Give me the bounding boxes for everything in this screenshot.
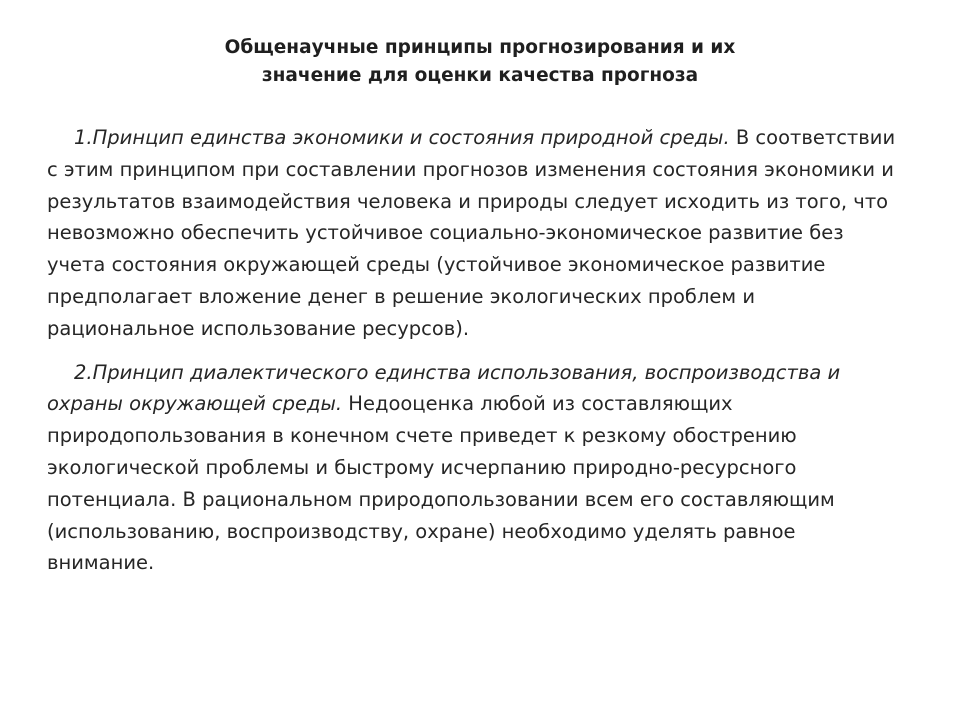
slide-title-line-2: значение для оценки качества прогноза	[261, 65, 699, 86]
principle-2-text: Недооценка любой из составляющих природопользования в конечном счете приведет к резкому обострению экологической проблемы и быстрому исчерпанию природно-ресурсного потенциала. В рациональном природопользовании всем его составляющим (использованию, воспроизводству, охране) необходимо уделять равное внимание.	[47, 392, 835, 575]
principle-1-text: В соответствии с этим принципом при составлении прогнозов изменения состояния экономики и результатов взаимодействия человека и природы следует исходить из того, что невозможно обеспечить устойчивое социально-экономическое развитие без учета состояния окружающей среды (устойчивое экономическое развитие предполагает вложение денег в решение экологических проблем и рациональное использование ресурсов).	[47, 126, 896, 340]
principle-2-paragraph	[47, 357, 905, 580]
principle-2-heading: 2.Принцип диалектического единства использования, воспроизводства и охраны окружающей среды.	[47, 360, 841, 416]
principle-1-heading: 1.Принцип единства экономики и состояния природной среды.	[74, 126, 730, 149]
slide-title-line-1: Общенаучные принципы прогнозирования и их	[224, 37, 736, 58]
slide-title	[0, 34, 960, 90]
slide-body	[47, 122, 905, 579]
principle-1-paragraph	[47, 122, 905, 345]
